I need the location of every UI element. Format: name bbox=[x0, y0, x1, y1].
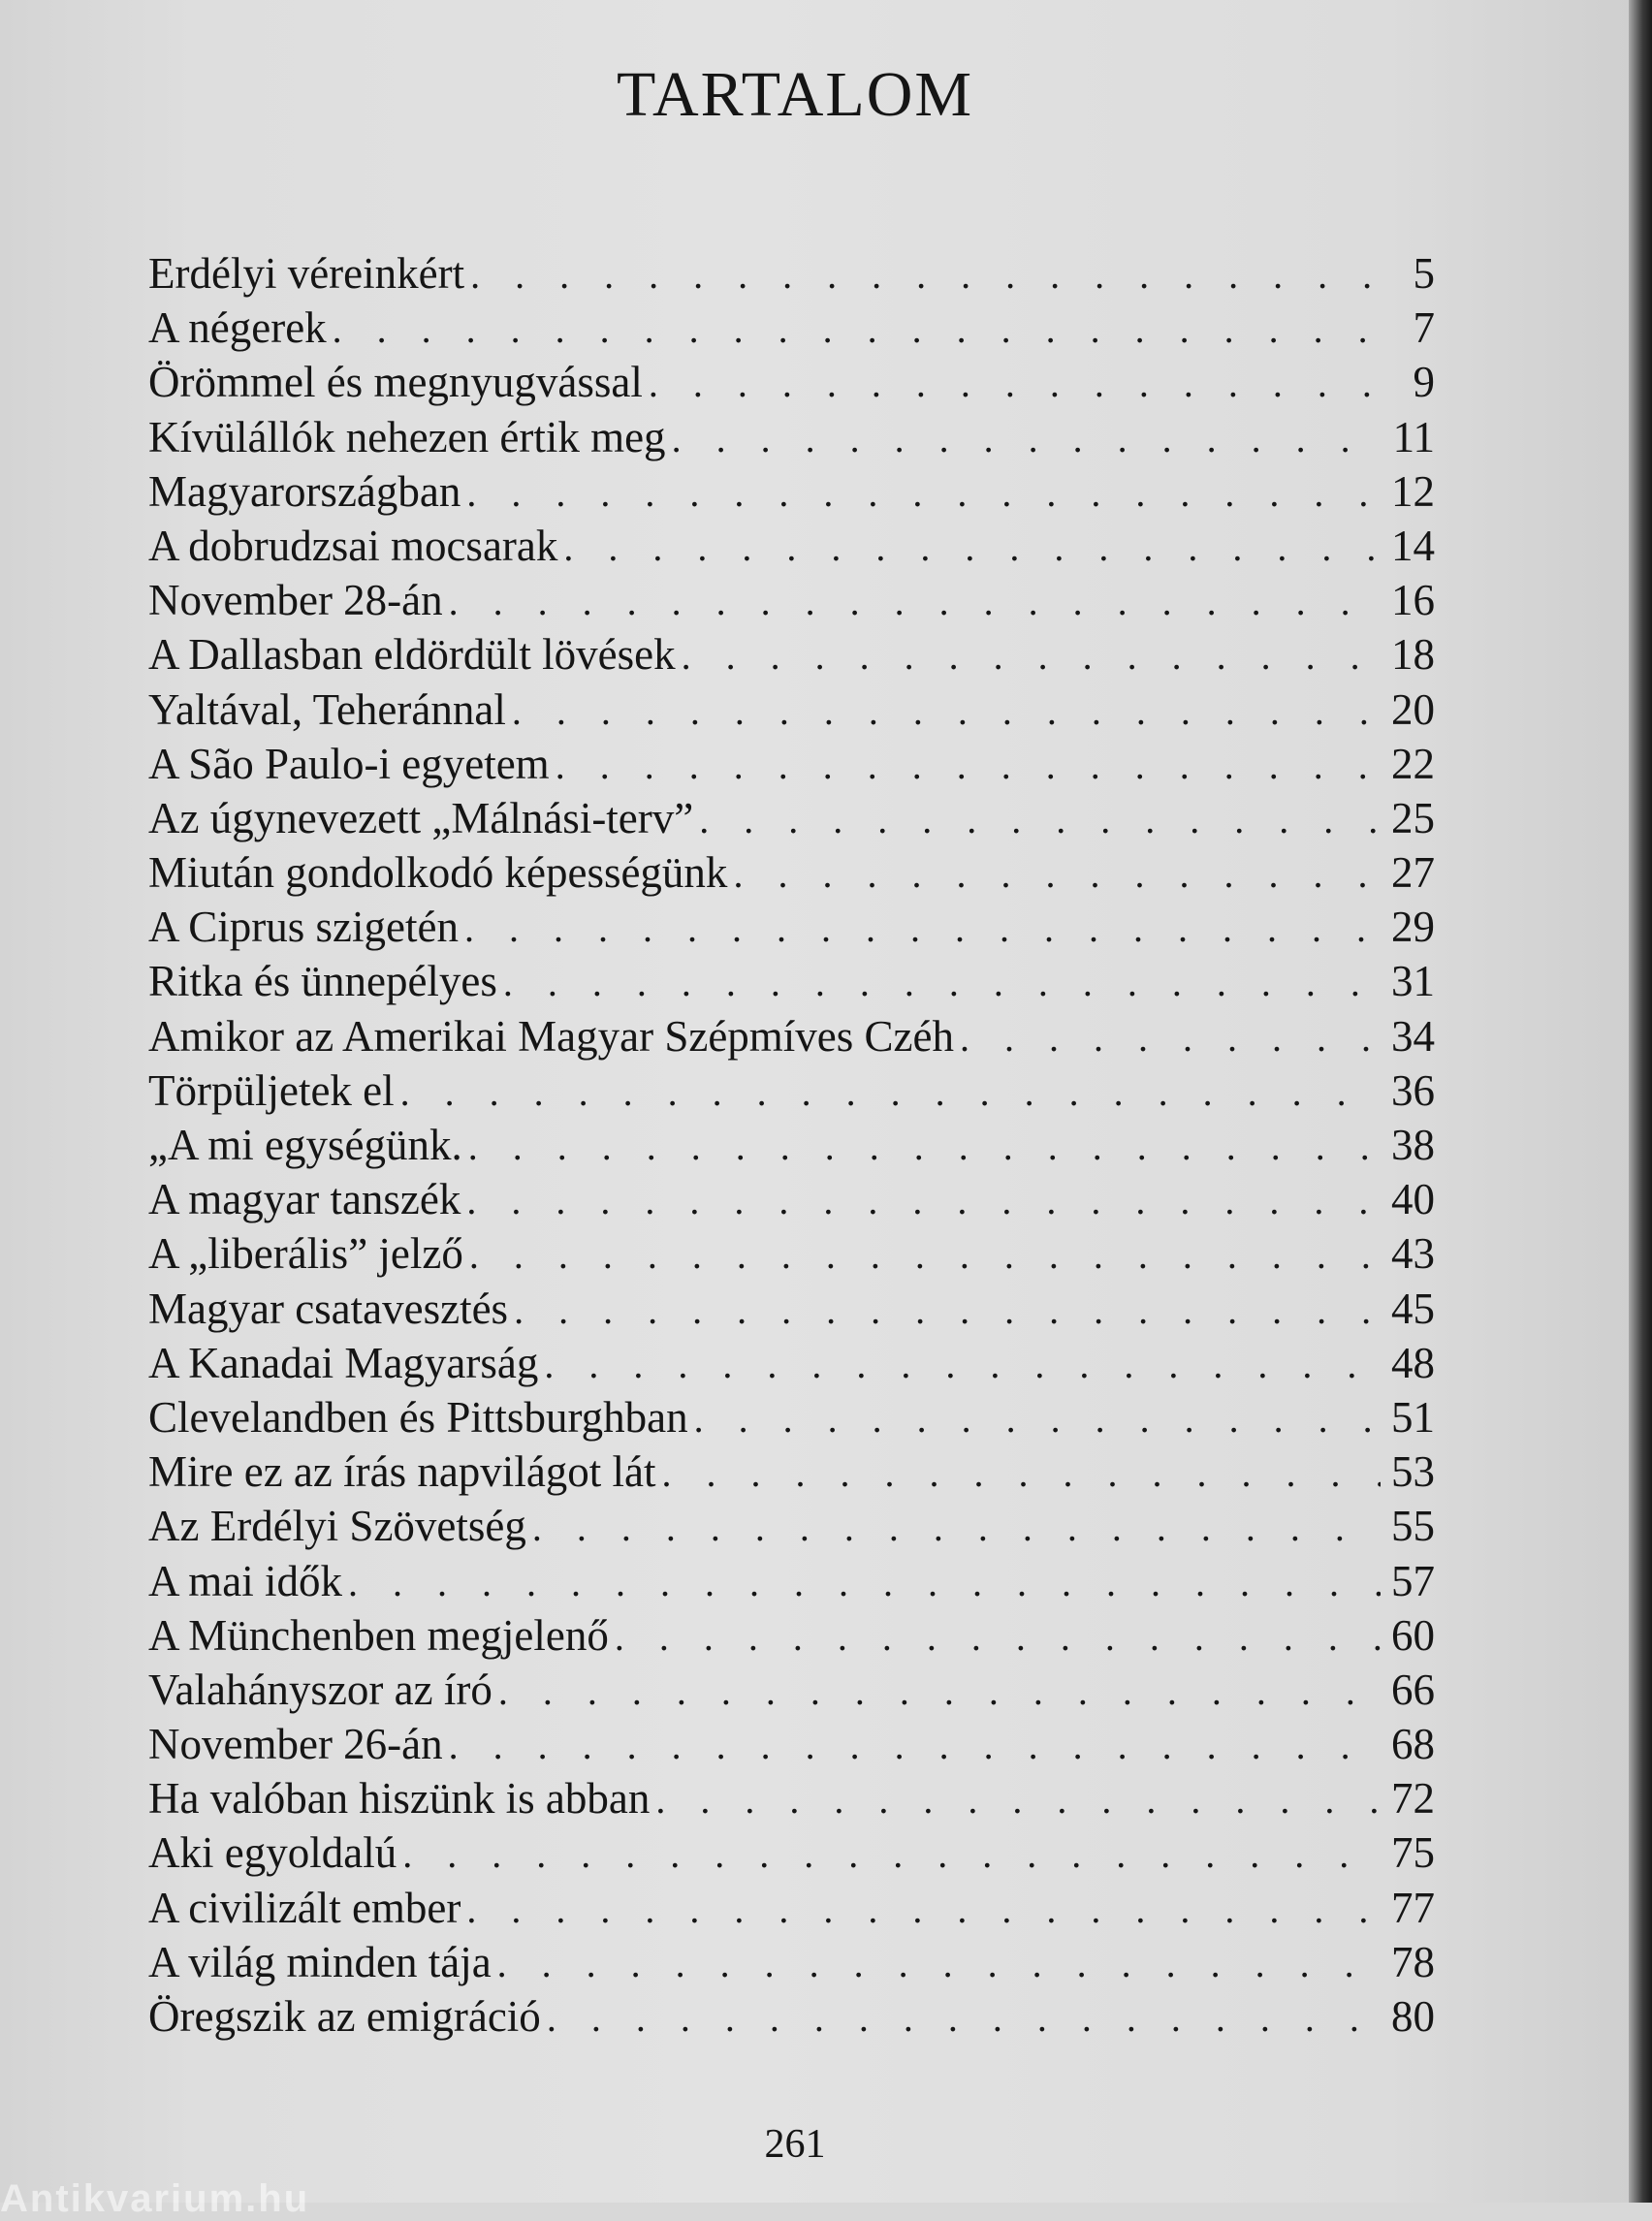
toc-entry bbox=[148, 627, 1435, 682]
toc-entry-title: A mai idők bbox=[148, 1556, 342, 1605]
dot-leader bbox=[514, 1284, 1381, 1338]
toc-entry-title: Aki egyoldalú bbox=[148, 1828, 397, 1878]
toc-entry bbox=[148, 1825, 1435, 1880]
toc-entry bbox=[148, 464, 1435, 519]
watermark: Antikvarium.hu bbox=[0, 2177, 310, 2220]
toc-entry-page: 18 bbox=[1391, 630, 1435, 680]
toc-entry-page: 16 bbox=[1391, 576, 1435, 625]
toc-entry-page: 68 bbox=[1391, 1720, 1435, 1769]
toc-entry bbox=[148, 1608, 1435, 1663]
dot-leader bbox=[464, 902, 1381, 956]
dot-leader bbox=[649, 357, 1381, 411]
toc-entry-page: 48 bbox=[1391, 1338, 1435, 1387]
toc-entry-title: Mire ez az írás napvilágot lát bbox=[148, 1447, 656, 1497]
dot-leader bbox=[733, 847, 1381, 902]
toc-entry bbox=[148, 301, 1435, 355]
toc-entry bbox=[148, 845, 1435, 900]
toc-entry-page: 75 bbox=[1391, 1828, 1435, 1878]
toc-entry bbox=[148, 1009, 1435, 1063]
dot-leader bbox=[333, 302, 1381, 357]
page-title: TARTALOM bbox=[616, 59, 974, 130]
toc-entry-title: A „liberális” jelző bbox=[148, 1229, 463, 1279]
dot-leader bbox=[466, 466, 1381, 521]
toc-entry-title: November 26-án bbox=[148, 1720, 443, 1769]
dot-leader bbox=[672, 412, 1381, 466]
dot-leader bbox=[348, 1556, 1381, 1610]
toc-entry-page: 77 bbox=[1391, 1883, 1435, 1932]
toc-entry bbox=[148, 1118, 1435, 1172]
toc-entry-title: Miután gondolkodó képességünk bbox=[148, 848, 728, 898]
toc-entry bbox=[148, 1771, 1435, 1825]
toc-entry bbox=[148, 1554, 1435, 1608]
toc-entry bbox=[148, 737, 1435, 791]
dot-leader bbox=[615, 1610, 1381, 1665]
toc-entry bbox=[148, 1444, 1435, 1499]
toc-entry-title: A dobrudzsai mocsarak bbox=[148, 521, 558, 570]
dot-leader bbox=[503, 956, 1381, 1010]
dot-leader bbox=[563, 521, 1381, 575]
toc-entry-title: A négerek bbox=[148, 303, 327, 353]
toc-entry-title: A Münchenben megjelenő bbox=[148, 1610, 609, 1660]
dot-leader bbox=[400, 1065, 1381, 1120]
toc-entry-title: November 28-án bbox=[148, 576, 443, 625]
dot-leader bbox=[694, 1392, 1381, 1446]
toc-entry-page: 45 bbox=[1391, 1284, 1435, 1333]
toc-entry bbox=[148, 1226, 1435, 1281]
dot-leader bbox=[655, 1773, 1381, 1827]
toc-entry-title: Amikor az Amerikai Magyar Szépmíves Czéh bbox=[148, 1011, 955, 1061]
toc-entry-page: 12 bbox=[1391, 466, 1435, 516]
toc-entry-page: 40 bbox=[1391, 1175, 1435, 1224]
dot-leader bbox=[662, 1446, 1381, 1501]
dot-leader bbox=[699, 793, 1381, 847]
toc-entry-title: A Ciprus szigetén bbox=[148, 903, 459, 952]
toc-entry-page: 27 bbox=[1391, 848, 1435, 898]
dot-leader bbox=[556, 739, 1381, 793]
dot-leader bbox=[449, 575, 1381, 629]
toc-entry-title: Öregszik az emigráció bbox=[148, 1992, 541, 2041]
dot-leader bbox=[402, 1827, 1381, 1882]
toc-entry bbox=[148, 900, 1435, 954]
toc-entry-page: 7 bbox=[1413, 303, 1435, 353]
toc-entry-page: 60 bbox=[1391, 1610, 1435, 1660]
dot-leader bbox=[532, 1501, 1381, 1555]
toc-entry-title: Örömmel és megnyugvással bbox=[148, 358, 643, 407]
toc-entry bbox=[148, 1172, 1435, 1226]
dot-leader bbox=[547, 1991, 1381, 2046]
toc-entry-page: 43 bbox=[1391, 1229, 1435, 1279]
toc-entry-title: Ha valóban hiszünk is abban bbox=[148, 1774, 651, 1824]
dot-leader bbox=[469, 1228, 1381, 1283]
toc-entry-title: A Kanadai Magyarság bbox=[148, 1338, 539, 1387]
toc-entry-page: 78 bbox=[1391, 1937, 1435, 1986]
toc-entry bbox=[148, 1989, 1435, 2044]
toc-entry bbox=[148, 355, 1435, 409]
dot-leader bbox=[449, 1719, 1381, 1773]
toc-entry-page: 22 bbox=[1391, 739, 1435, 788]
toc-entry-title: Az úgynevezett „Málnási-terv” bbox=[148, 793, 694, 842]
toc-entry-page: 9 bbox=[1413, 358, 1435, 407]
dot-leader bbox=[468, 1120, 1381, 1174]
toc-entry-title: „A mi egységünk. bbox=[148, 1121, 462, 1169]
page-number: 261 bbox=[764, 2122, 826, 2167]
toc-entry-title: A civilizált ember bbox=[148, 1883, 461, 1932]
dot-leader bbox=[960, 1011, 1381, 1065]
toc-entry-page: 5 bbox=[1413, 249, 1435, 298]
toc-entry-title: A São Paulo-i egyetem bbox=[148, 739, 550, 788]
toc-entry-page: 66 bbox=[1391, 1665, 1435, 1714]
toc-entry bbox=[148, 1390, 1435, 1444]
toc-entry-title: A Dallasban eldördült lövések bbox=[148, 630, 676, 680]
toc-entry-title: Ritka és ünnepélyes bbox=[148, 957, 497, 1006]
toc-entry-title: Kívülállók nehezen értik meg bbox=[148, 412, 666, 461]
toc-entry-title: Törpüljetek el bbox=[148, 1065, 395, 1115]
toc-entry-page: 34 bbox=[1391, 1011, 1435, 1061]
toc-entry-page: 38 bbox=[1391, 1121, 1435, 1169]
dot-leader bbox=[512, 684, 1381, 739]
toc-entry bbox=[148, 791, 1435, 845]
toc-entry bbox=[148, 1063, 1435, 1118]
toc-entry-page: 25 bbox=[1391, 793, 1435, 842]
toc-entry-page: 55 bbox=[1391, 1502, 1435, 1551]
toc-entry-page: 29 bbox=[1391, 903, 1435, 952]
dot-leader bbox=[544, 1338, 1381, 1392]
toc-entry bbox=[148, 954, 1435, 1008]
toc-entry-title: Erdélyi véreinkért bbox=[148, 249, 465, 298]
toc-entry-title: A világ minden tája bbox=[148, 1937, 492, 1986]
toc-entry-title: Yaltával, Teheránnal bbox=[148, 684, 506, 734]
toc-entry-title: A magyar tanszék bbox=[148, 1175, 461, 1224]
dot-leader bbox=[498, 1665, 1381, 1719]
toc-entry-page: 51 bbox=[1391, 1392, 1435, 1442]
toc-entry-page: 36 bbox=[1391, 1065, 1435, 1115]
toc-entry-page: 31 bbox=[1391, 957, 1435, 1006]
toc-entry bbox=[148, 519, 1435, 573]
toc-entry-title: Clevelandben és Pittsburghban bbox=[148, 1392, 688, 1442]
toc-entry-title: Magyar csatavesztés bbox=[148, 1284, 509, 1333]
toc-entry-page: 53 bbox=[1391, 1447, 1435, 1497]
toc-entry-title: Magyarországban bbox=[148, 466, 461, 516]
toc-entry bbox=[148, 1717, 1435, 1771]
dot-leader bbox=[466, 1174, 1381, 1228]
toc-entry-page: 11 bbox=[1392, 412, 1435, 461]
toc-entry-page: 57 bbox=[1391, 1556, 1435, 1605]
toc-entry bbox=[148, 1499, 1435, 1553]
toc-entry bbox=[148, 1282, 1435, 1336]
toc-entry bbox=[148, 1935, 1435, 1989]
toc-entry bbox=[148, 410, 1435, 464]
toc-entry bbox=[148, 246, 1435, 301]
dot-leader bbox=[682, 629, 1381, 683]
toc-entry-page: 14 bbox=[1391, 521, 1435, 570]
toc-entry-page: 80 bbox=[1391, 1992, 1435, 2041]
table-of-contents bbox=[148, 246, 1435, 2044]
toc-entry-page: 72 bbox=[1391, 1774, 1435, 1824]
toc-entry bbox=[148, 1663, 1435, 1717]
book-spine-edge bbox=[1629, 0, 1652, 2203]
toc-entry bbox=[148, 682, 1435, 737]
dot-leader bbox=[466, 1883, 1381, 1937]
toc-entry bbox=[148, 1881, 1435, 1935]
toc-entry bbox=[148, 573, 1435, 627]
dot-leader bbox=[497, 1937, 1381, 1991]
toc-entry-title: Az Erdélyi Szövetség bbox=[148, 1502, 526, 1551]
toc-entry bbox=[148, 1336, 1435, 1390]
toc-entry-page: 20 bbox=[1391, 684, 1435, 734]
dot-leader bbox=[470, 248, 1381, 302]
toc-entry-title: Valahányszor az író bbox=[148, 1665, 492, 1714]
